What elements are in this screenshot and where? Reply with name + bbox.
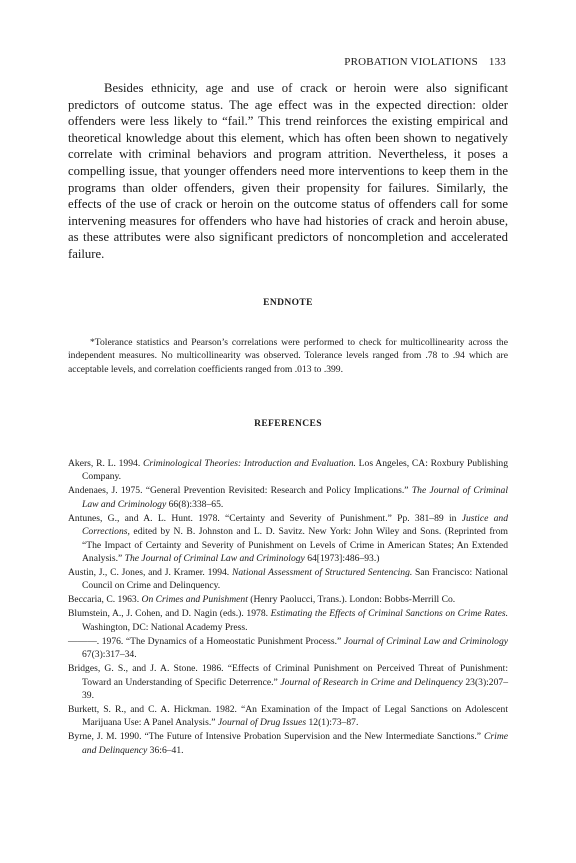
reference-item: Beccaria, C. 1963. On Crimes and Punishment (Henry Paolucci, Trans.). London: Bobbs-Merrill Co. — [68, 594, 456, 606]
reference-item: Burkett, S. R., and C. A. Hickman. 1982. “An Examination of the Impact of Legal Sanctions on Adolescent Marijuana Use: A Panel Analysis.” Journal of Drug Issues 12(1):73–87. — [68, 704, 508, 729]
body-paragraph: Besides ethnicity, age and use of crack or heroin were also significant predictors of outcome status. The age effect was in the expected direction: older offenders were less likely to “fail.” This trend reinforces the existing empirical and theoretical knowledge about this element, which has often been shown to negatively correlate with criminal behaviors and program attrition. Nevertheless, it poses a compelling issue, that younger offenders need more interventions to keep them in the programs than older offenders, given their propensity for failures. Similarly, the effects of the use of crack or heroin on the outcome status of offenders call for some intervening measures for offenders who have had histories of crack and heroin abuse, as these attributes were also significant predictors of noncompletion and accelerated failure. — [68, 81, 508, 261]
endnote-heading: ENDNOTE — [263, 298, 313, 308]
reference-item: Austin, J., C. Jones, and J. Kramer. 1994. National Assessment of Structured Sentencing. San Francisco: National Council on Crime and Delinquency. — [68, 567, 508, 592]
endnote-text: *Tolerance statistics and Pearson’s correlations were performed to check for multicollinearity across the independent measures. No multicollinearity was observed. Tolerance levels ranged from .78 to .94 which are acceptable levels, and correlation coefficients ranged from .013 to .399. — [68, 337, 508, 375]
reference-list — [68, 457, 508, 758]
running-head — [344, 56, 506, 68]
page-number: 133 — [488, 56, 506, 68]
references-heading: REFERENCES — [254, 419, 322, 429]
reference-item: Bridges, G. S., and J. A. Stone. 1986. “Effects of Criminal Punishment on Perceived Threat of Punishment: Toward an Understanding of Specific Deterrence.” Journal of Research in Crime and Delinquency 23(3):207–39. — [68, 663, 508, 702]
reference-item: ———. 1976. “The Dynamics of a Homeostatic Punishment Process.” Journal of Criminal Law and Criminology 67(3):317–34. — [68, 635, 508, 661]
reference-item: Andenaes, J. 1975. “General Prevention Revisited: Research and Policy Implications.” The Journal of Criminal Law and Criminology 66(8):338–65. — [68, 485, 508, 510]
reference-item: Byrne, J. M. 1990. “The Future of Intensive Probation Supervision and the New Intermediate Sanctions.” Crime and Delinquency 36:6–41. — [68, 731, 508, 756]
running-head-title: PROBATION VIOLATIONS — [344, 56, 478, 68]
reference-item: Akers, R. L. 1994. Criminological Theories: Introduction and Evaluation. Los Angeles, CA: Roxbury Publishing Company. — [68, 458, 509, 483]
reference-item: Antunes, G., and A. L. Hunt. 1978. “Certainty and Severity of Punishment.” Pp. 381–89 in Justice and Corrections, edited by N. B. Johnston and L. D. Savitz. New York: John Wiley and Sons. (Reprinted from “The Impact of Certainty and Severity of Punishment on Levels of Crime in American States; An Extended Analysis.” The Journal of Criminal Law and Criminology 64[1973]:486–93.) — [68, 512, 508, 565]
reference-item: Blumstein, A., J. Cohen, and D. Nagin (eds.). 1978. Estimating the Effects of Criminal Sanctions on Crime Rates. Washington, DC: National Academy Press. — [68, 608, 508, 633]
